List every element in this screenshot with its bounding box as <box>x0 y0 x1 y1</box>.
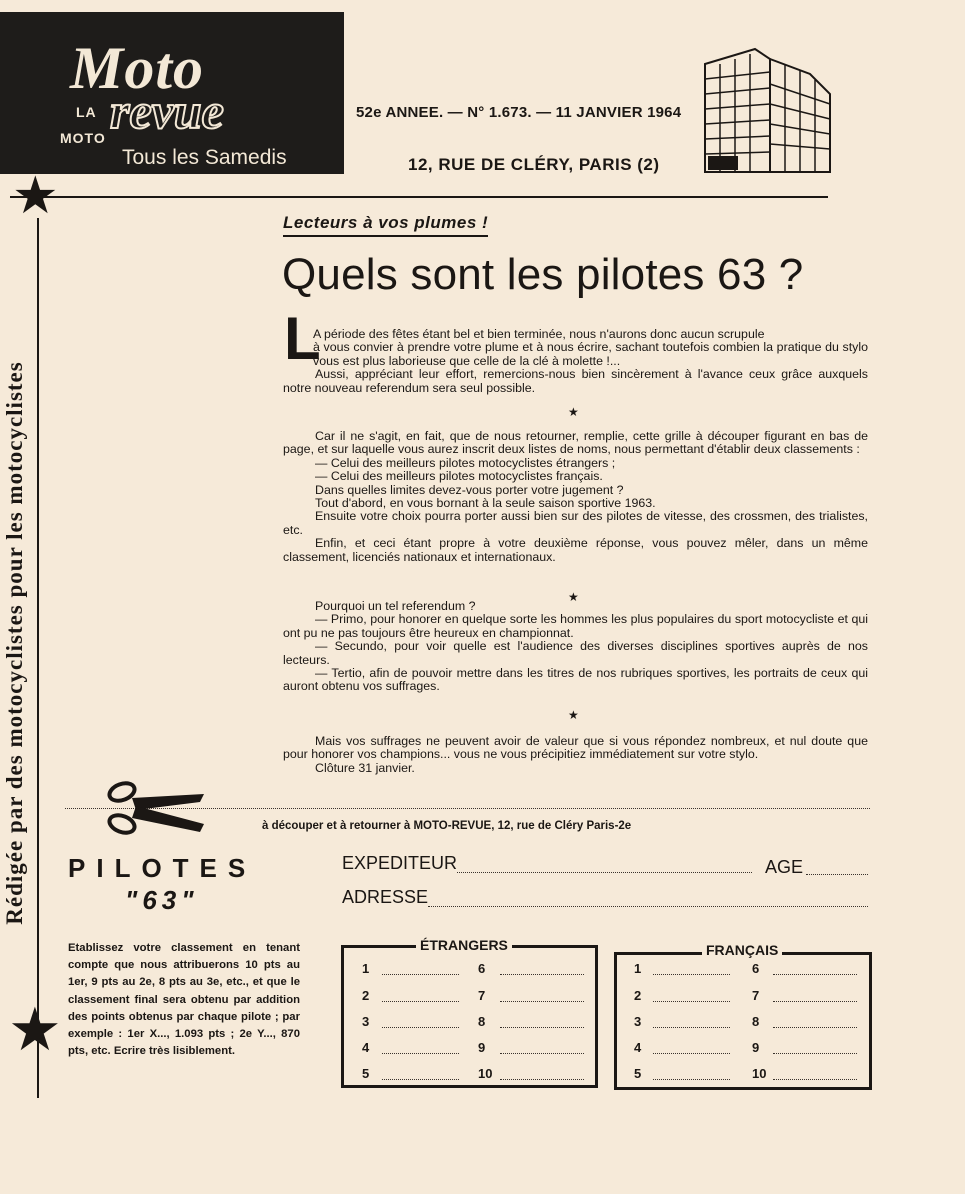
paragraph: — Secundo, pour voir quelle est l'audience des diverses disciplines sportives auprès de nos lecteurs. <box>283 639 868 667</box>
article-kicker: Lecteurs à vos plumes ! <box>283 213 488 237</box>
expediteur-label: EXPEDITEUR <box>342 853 458 873</box>
paragraph: Tout d'abord, en vous bornant à la seule saison sportive 1963. <box>315 496 656 511</box>
etrangers-entry-field[interactable] <box>382 1079 459 1080</box>
etrangers-rank-number: 2 <box>362 988 370 1003</box>
etrangers-rank-number: 6 <box>478 961 486 976</box>
paragraph: Car il ne s'agit, en fait, que de nous retourner, remplie, cette grille à découper figurant en bas de page, et sur laquelle vous aurez inscrit deux listes de noms, nous permettant d'établir deux classements : <box>283 429 868 457</box>
francais-entry-field[interactable] <box>653 974 730 975</box>
article-headline: Quels sont les pilotes 63 ? <box>282 250 804 299</box>
logo-moto: Moto <box>70 35 205 101</box>
paragraph: — Celui des meilleurs pilotes motocyclistes étrangers ; <box>315 455 616 470</box>
francais-rank-number: 9 <box>752 1040 760 1055</box>
paragraph: Pourquoi un tel referendum ? <box>315 599 476 613</box>
logo-moto-small: MOTO <box>60 130 106 146</box>
star-icon: ★ <box>8 996 62 1063</box>
etrangers-entry-field[interactable] <box>500 1001 584 1002</box>
francais-rank-number: 5 <box>634 1066 642 1081</box>
logo-la: LA <box>76 104 97 120</box>
francais-rank-number: 7 <box>752 988 760 1003</box>
etrangers-entry-field[interactable] <box>382 1001 459 1002</box>
francais-entry-field[interactable] <box>773 1053 857 1054</box>
cut-instruction: à découper et à retourner à MOTO-REVUE, 12, rue de Cléry Paris-2e <box>262 820 632 832</box>
etrangers-entry-field[interactable] <box>382 1053 459 1054</box>
etrangers-rank-number: 3 <box>362 1014 370 1029</box>
etrangers-title: ÉTRANGERS <box>416 937 512 953</box>
article-body <box>283 430 868 564</box>
age-label: AGE <box>765 857 804 877</box>
francais-entry-field[interactable] <box>773 974 857 975</box>
francais-rank-number: 10 <box>752 1066 767 1081</box>
star-icon: ★ <box>12 167 59 225</box>
etrangers-rank-number: 8 <box>478 1014 486 1029</box>
paragraph: Mais vos suffrages ne peuvent avoir de valeur que si vous répondez nombreux, et nul doute que pour honorer vos champions... vous ne vous précipitiez immédiatement sur votre stylo. <box>283 734 868 762</box>
paragraph: Enfin, et ceci étant propre à votre deuxième réponse, vous pouvez mêler, dans un même classement, licenciés nationaux et internationaux. <box>283 536 868 564</box>
paragraph: à vous convier à prendre votre plume et à nous écrire, sachant toutefois combien la pratique du stylo vous est plus laborieuse que celle de la clé à molette !... <box>313 340 868 368</box>
scissors-icon <box>100 780 210 838</box>
paragraph: — Primo, pour honorer en quelque sorte les hommes les plus populaires du sport motocycliste et qui ont pu ne pas toujours être heureux en championnat. <box>283 612 868 640</box>
logo-revue: revue <box>110 83 224 139</box>
tagline: Tous les Samedis <box>122 146 287 169</box>
paragraph: Clôture 31 janvier. <box>315 760 415 775</box>
age-field[interactable] <box>806 874 868 875</box>
paragraph: Ensuite votre choix pourra porter aussi bien sur des pilotes de vitesse, des crossmen, des trialistes, etc. <box>283 509 868 537</box>
etrangers-rank-number: 9 <box>478 1040 486 1055</box>
etrangers-rank-number: 10 <box>478 1066 493 1081</box>
article-intro <box>283 327 868 395</box>
issue-line: 52e ANNEE. — N° 1.673. — 11 JANVIER 1964 <box>356 104 682 121</box>
francais-entry-field[interactable] <box>773 1027 857 1028</box>
coupon-year: "63" <box>125 885 199 915</box>
francais-rank-number: 1 <box>634 961 642 976</box>
etrangers-entry-field[interactable] <box>500 1079 584 1080</box>
star-separator-icon: ★ <box>568 590 579 604</box>
paragraph: — Celui des meilleurs pilotes motocyclistes français. <box>315 469 603 484</box>
francais-rank-number: 8 <box>752 1014 760 1029</box>
etrangers-rank-number: 4 <box>362 1040 370 1055</box>
francais-entry-field[interactable] <box>653 1053 730 1054</box>
francais-rank-number: 3 <box>634 1014 642 1029</box>
etrangers-rank-number: 5 <box>362 1066 370 1081</box>
francais-box <box>614 952 872 1090</box>
etrangers-entry-field[interactable] <box>382 1027 459 1028</box>
adresse-label: ADRESSE <box>342 887 429 907</box>
side-rule <box>37 218 39 1098</box>
article-body <box>283 735 868 775</box>
paragraph: Dans quelles limites devez-vous porter votre jugement ? <box>315 482 624 497</box>
etrangers-box <box>341 945 598 1088</box>
francais-entry-field[interactable] <box>773 1001 857 1002</box>
francais-entry-field[interactable] <box>653 1001 730 1002</box>
drop-cap: L <box>284 305 321 372</box>
francais-entry-field[interactable] <box>653 1079 730 1080</box>
star-separator-icon: ★ <box>568 708 579 722</box>
coupon-title: PILOTES <box>68 853 257 883</box>
star-separator-icon: ★ <box>568 405 579 419</box>
etrangers-rank-number: 1 <box>362 961 370 976</box>
francais-rank-number: 2 <box>634 988 642 1003</box>
etrangers-entry-field[interactable] <box>500 1027 584 1028</box>
francais-entry-field[interactable] <box>653 1027 730 1028</box>
etrangers-rank-number: 7 <box>478 988 486 1003</box>
expediteur-field[interactable] <box>457 872 752 873</box>
francais-rank-number: 4 <box>634 1040 642 1055</box>
article-body <box>283 600 868 694</box>
paragraph: A période des fêtes étant bel et bien terminée, nous n'aurons donc aucun scrupule <box>313 327 765 341</box>
etrangers-entry-field[interactable] <box>500 974 584 975</box>
adresse-field[interactable] <box>428 906 868 907</box>
etrangers-entry-field[interactable] <box>500 1053 584 1054</box>
francais-entry-field[interactable] <box>773 1079 857 1080</box>
paragraph: — Tertio, afin de pouvoir mettre dans les titres de nos rubriques sportives, les portraits de ceux qui auront obtenu vos suffrages. <box>283 666 868 694</box>
vertical-slogan: Rédigée par des motocyclistes pour les motocyclistes <box>2 361 27 925</box>
francais-rank-number: 6 <box>752 961 760 976</box>
top-rule <box>10 196 828 198</box>
building-illustration-icon <box>700 44 840 174</box>
etrangers-entry-field[interactable] <box>382 974 459 975</box>
masthead <box>0 12 344 174</box>
address-line: 12, RUE DE CLÉRY, PARIS (2) <box>408 155 660 174</box>
coupon-instructions: Etablissez votre classement en tenant compte que nous attribuerons 10 pts au 1er, 9 pts au 2e, 8 pts au 3e, etc., et que le classement final sera obtenu par addition des points obtenus par chaque pilote ; par exemple : 1er X..., 1.093 pts ; 2e Y..., 870 pts, etc. Ecrire très lisiblement. <box>68 942 300 1058</box>
francais-title: FRANÇAIS <box>702 942 782 958</box>
paragraph: Aussi, appréciant leur effort, remercions-nous bien sincèrement à l'avance ceux grâce auxquels notre nouveau referendum sera seul possible. <box>283 367 868 395</box>
